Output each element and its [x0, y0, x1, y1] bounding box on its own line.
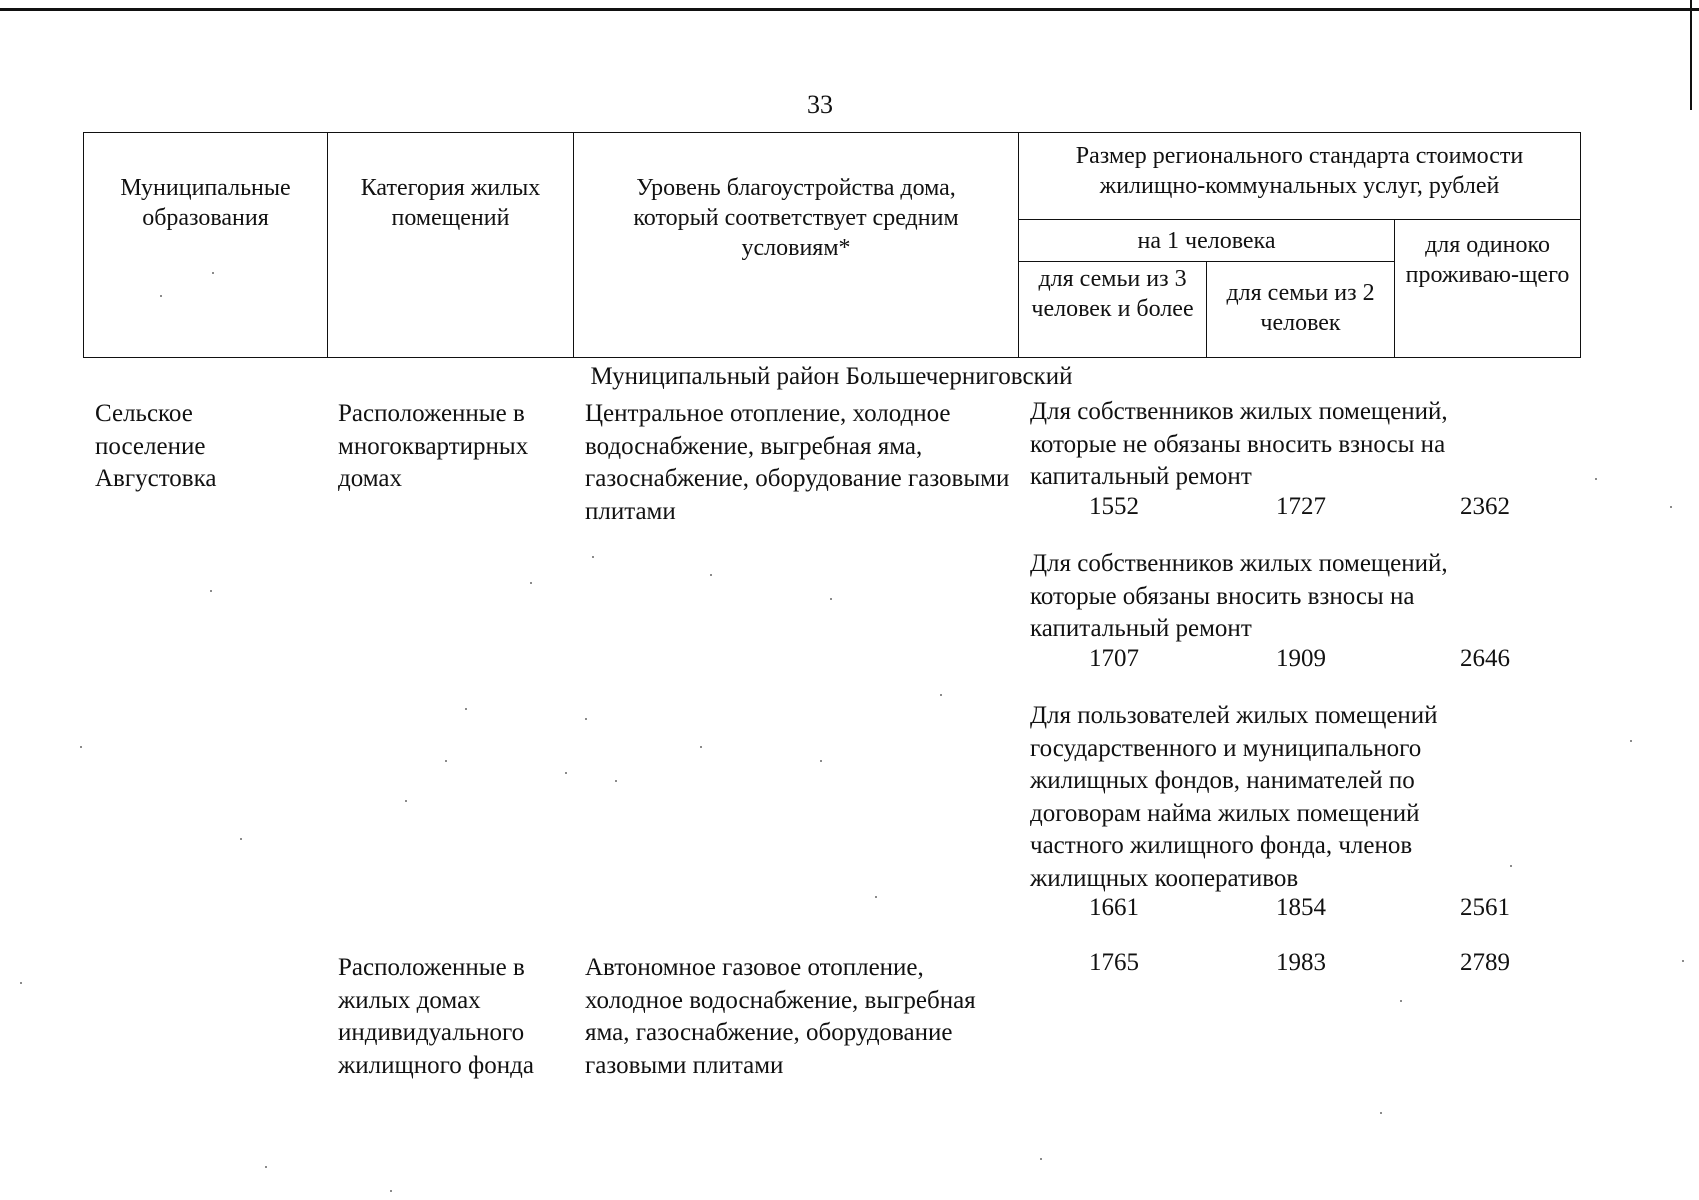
district-heading: Муниципальный район Большечерниговский [590, 363, 1073, 390]
scan-speck [592, 556, 594, 558]
group-label-no-capital-repair: Для собственников жилых помещений, которые не обязаны вносить взносы на капитальный ремонт [1030, 398, 1448, 490]
level-central-heating: Центральное отопление, холодное водоснабжение, выгребная яма, газоснабжение, оборудование газовыми плитами [585, 400, 1010, 525]
scan-speck [1595, 478, 1597, 480]
header-level: Уровень благоустройства дома, который соответствует средним условиям* [574, 133, 1019, 358]
right-edge-line [1690, 0, 1692, 110]
scan-speck [710, 574, 712, 576]
scan-speck [240, 838, 242, 840]
scan-speck [875, 896, 877, 898]
value-family2: 1854 [1276, 894, 1326, 921]
header-table [83, 132, 1581, 358]
scan-speck [212, 272, 214, 274]
scan-speck [565, 772, 567, 774]
header-per-person: на 1 человека [1019, 220, 1395, 262]
header-family2: для семьи из 2 человек [1207, 262, 1395, 358]
scan-speck [265, 1166, 267, 1168]
header-municipal: Муниципальные образования [84, 133, 328, 358]
scan-speck [1400, 1000, 1402, 1002]
value-family2: 1727 [1276, 493, 1326, 520]
level-autonomous-heating: Автономное газовое отопление, холодное водоснабжение, выгребная яма, газоснабжение, оборудование газовыми плитами [585, 954, 976, 1079]
scan-speck [80, 746, 82, 748]
category-multiapartment: Расположенные в многоквартирных домах [338, 400, 529, 492]
scan-speck [445, 760, 447, 762]
value-single: 2362 [1460, 493, 1510, 520]
group-label-capital-repair: Для собственников жилых помещений, которые обязаны вносить взносы на капитальный ремонт [1030, 550, 1448, 642]
scan-speck [940, 694, 942, 696]
scan-speck [465, 708, 467, 710]
value-single: 2561 [1460, 894, 1510, 921]
group-label-tenants: Для пользователей жилых помещений государственного и муниципального жилищных фондов, нанимателей по договорам найма жилых помещений частного жилищного фонда, членов жилищных кооперативов [1030, 702, 1438, 892]
page-number: 33 [807, 90, 833, 119]
scan-speck [1510, 865, 1512, 867]
value-family3: 1552 [1089, 493, 1139, 520]
value-single: 2646 [1460, 645, 1510, 672]
scan-speck [585, 718, 587, 720]
scan-speck [1670, 506, 1672, 508]
value-family2: 1909 [1276, 645, 1326, 672]
scan-speck [820, 760, 822, 762]
header-single: для одиноко проживаю-щего [1395, 220, 1581, 358]
scan-speck [210, 590, 212, 592]
value-family3: 1765 [1089, 949, 1139, 976]
value-single: 2789 [1460, 949, 1510, 976]
value-family3: 1661 [1089, 894, 1139, 921]
scan-speck [830, 598, 832, 600]
top-border-line [0, 8, 1699, 11]
value-family2: 1983 [1276, 949, 1326, 976]
scan-speck [390, 1190, 392, 1192]
scan-speck [1380, 1112, 1382, 1114]
scan-speck [700, 746, 702, 748]
category-individual-houses: Расположенные в жилых домах индивидуального жилищного фонда [338, 954, 534, 1079]
scan-speck [1630, 740, 1632, 742]
header-standard: Размер регионального стандарта стоимости жилищно-коммунальных услуг, рублей [1019, 133, 1581, 220]
scan-speck [1682, 960, 1684, 962]
header-family3: для семьи из 3 человек и более [1019, 262, 1207, 358]
scan-speck [160, 295, 162, 297]
scan-speck [530, 582, 532, 584]
value-family3: 1707 [1089, 645, 1139, 672]
scan-speck [1040, 1158, 1042, 1160]
header-category: Категория жилых помещений [328, 133, 574, 358]
scan-speck [20, 982, 22, 984]
scan-speck [615, 780, 617, 782]
scan-speck [405, 800, 407, 802]
municipality-name: Сельское поселение Августовка [95, 400, 217, 492]
